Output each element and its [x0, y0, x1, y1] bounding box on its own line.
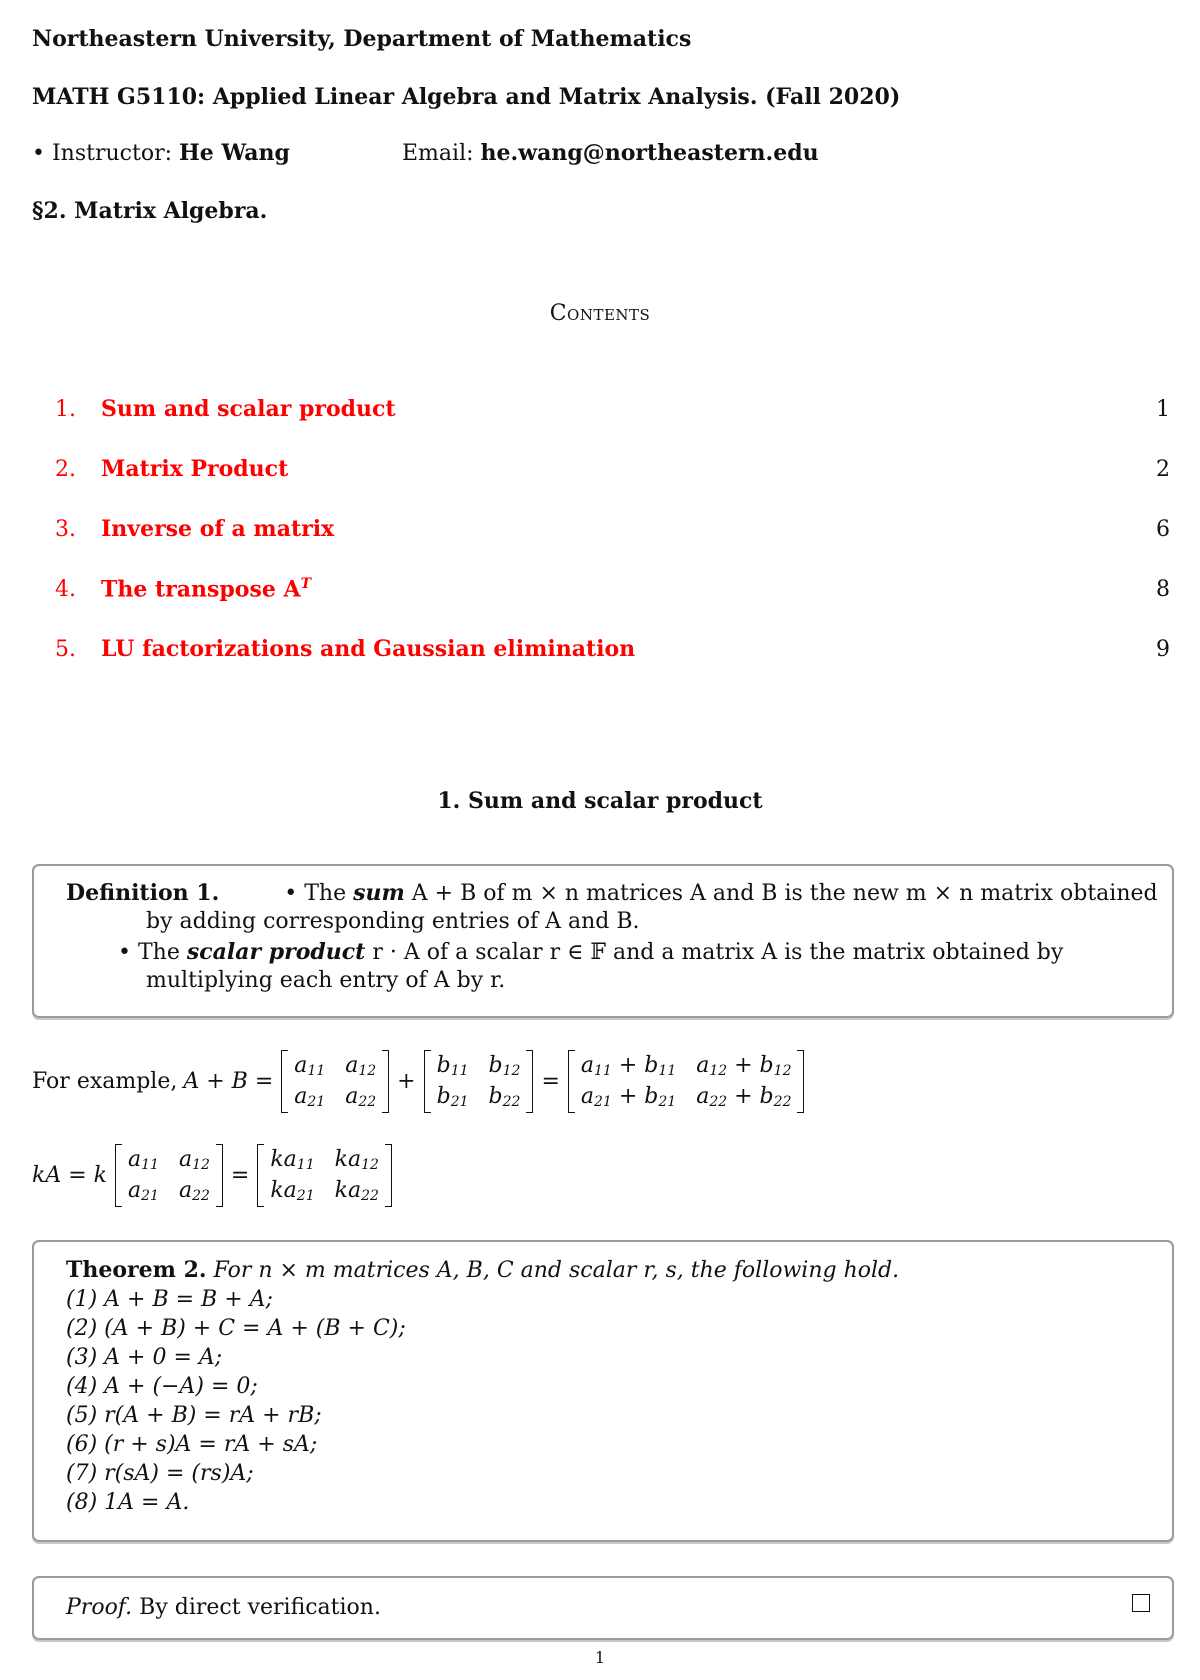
matrix-entry: $ka_{11}$ — [270, 1147, 315, 1173]
definition-text: multiplying each entry of A by r. — [146, 967, 506, 993]
matrix-entry: $a_{21} + b_{21}$ — [580, 1083, 677, 1110]
toc-page: 9 — [1156, 637, 1170, 662]
toc-item-5[interactable] — [55, 636, 1170, 666]
matrix-entry: $a_{22} + b_{22}$ — [696, 1083, 792, 1110]
matrix-entry: $ka_{21}$ — [270, 1177, 315, 1204]
theorem-statement: For n × m matrices A, B, C and scalar r, s, the following hold. — [213, 1258, 900, 1283]
equals-symbol: = — [541, 1068, 560, 1094]
equals-symbol: = — [230, 1162, 250, 1188]
definition-term: sum — [353, 880, 405, 906]
proof-label: Proof. — [66, 1595, 133, 1620]
instructor-label: Instructor: — [51, 141, 179, 166]
equation-lhs: A + B = — [183, 1068, 274, 1094]
section-1-heading: 1. Sum and scalar product — [437, 788, 763, 814]
theorem-item: (3) A + 0 = A; — [66, 1345, 223, 1370]
toc-number: 4. — [55, 577, 76, 602]
toc-title-superscript: T — [300, 576, 312, 592]
instructor-name: He Wang — [179, 140, 290, 166]
theorem-item: (2) (A + B) + C = A + (B + C); — [66, 1316, 406, 1341]
toc-page: 2 — [1156, 457, 1170, 482]
toc-number: 2. — [55, 457, 76, 482]
matrix-a — [115, 1144, 223, 1207]
theorem-item: (4) A + (−A) = 0; — [66, 1374, 258, 1399]
proof-text: By direct verification. — [132, 1595, 381, 1620]
proof-content — [66, 1594, 381, 1622]
theorem-item: (6) (r + s)A = rA + sA; — [66, 1432, 318, 1457]
toc-number: 5. — [55, 637, 76, 662]
matrix-entry: $ka_{12}$ — [334, 1147, 379, 1173]
equation-lhs: kA = k — [32, 1162, 107, 1188]
bullet-icon: • — [118, 940, 131, 965]
matrix-entry: $b_{11}$ — [436, 1053, 469, 1079]
matrix-entry: $a_{12} + b_{12}$ — [696, 1053, 792, 1079]
toc-title: Matrix Product — [101, 456, 289, 482]
definition-text: r · A of a scalar r ∈ 𝔽 and a matrix A is the matrix obtained by — [365, 940, 1064, 965]
matrix-entry: $b_{21}$ — [436, 1083, 469, 1110]
toc-title — [101, 576, 311, 604]
toc-item-3[interactable] — [55, 516, 1170, 546]
theorem-item: (7) r(sA) = (rs)A; — [66, 1461, 254, 1486]
definition-text: The — [304, 881, 354, 906]
page-number: 1 — [594, 1648, 606, 1667]
definition-term: scalar product — [186, 939, 366, 965]
matrix-entry: $a_{12}$ — [178, 1147, 210, 1173]
plus-symbol: + — [397, 1068, 416, 1094]
theorem-item: (1) A + B = B + A; — [66, 1287, 273, 1312]
toc-title-text: The transpose A — [101, 576, 301, 603]
toc-number: 3. — [55, 517, 76, 542]
matrix-entry: $a_{21}$ — [127, 1177, 159, 1204]
toc-page: 8 — [1156, 577, 1170, 602]
theorem-item: (8) 1A = A. — [66, 1490, 190, 1515]
toc-item-2[interactable] — [55, 456, 1170, 486]
email-address[interactable]: he.wang@northeastern.edu — [480, 140, 819, 166]
matrix-entry: $a_{22}$ — [178, 1177, 210, 1204]
definition-text: A + B of m × n matrices A and B is the new m × n matrix obtained — [404, 881, 1158, 906]
bullet-icon: • — [32, 141, 45, 166]
theorem-content — [66, 1256, 1142, 1517]
qed-square-icon — [1132, 1594, 1150, 1612]
theorem-label: Theorem 2. — [66, 1257, 207, 1283]
definition-label: Definition 1. — [66, 880, 220, 906]
definition-content — [66, 880, 1158, 994]
toc-heading: Contents — [549, 301, 651, 326]
definition-box — [32, 864, 1174, 1018]
matrix-entry: $b_{12}$ — [488, 1053, 521, 1079]
definition-text: by adding corresponding entries of A and B. — [146, 908, 640, 934]
toc-number: 1. — [55, 397, 76, 422]
matrix-entry: $a_{11} + b_{11}$ — [580, 1053, 677, 1079]
matrix-entry: $a_{22}$ — [345, 1083, 377, 1110]
matrix-a — [281, 1050, 389, 1113]
theorem-item: (5) r(A + B) = rA + rB; — [66, 1403, 322, 1428]
toc-title: Inverse of a matrix — [101, 516, 335, 542]
instructor-line — [32, 140, 290, 168]
email-line — [402, 140, 819, 168]
matrix-k — [257, 1144, 392, 1207]
institution-heading: Northeastern University, Department of Mathematics — [32, 26, 692, 52]
email-label: Email: — [402, 141, 481, 166]
toc-title: LU factorizations and Gaussian elimination — [101, 636, 636, 662]
example-sum-equation — [32, 1050, 804, 1113]
toc-page: 6 — [1156, 517, 1170, 542]
course-title: MATH G5110: Applied Linear Algebra and Matrix Analysis. (Fall 2020) — [32, 84, 901, 110]
definition-text: The — [137, 940, 187, 965]
toc-item-4[interactable] — [55, 576, 1170, 606]
section-title: §2. Matrix Algebra. — [32, 198, 268, 224]
matrix-sum — [568, 1050, 805, 1113]
proof-box — [32, 1576, 1174, 1640]
matrix-entry: $a_{12}$ — [345, 1053, 377, 1079]
matrix-entry: $a_{21}$ — [294, 1083, 326, 1110]
example-lead: For example, — [32, 1068, 178, 1094]
matrix-b — [424, 1050, 534, 1113]
toc-page: 1 — [1156, 397, 1170, 422]
matrix-entry: $ka_{22}$ — [334, 1177, 379, 1204]
bullet-icon: • — [284, 881, 298, 906]
matrix-entry: $b_{22}$ — [488, 1083, 521, 1110]
example-scalar-equation — [32, 1144, 392, 1207]
matrix-entry: $a_{11}$ — [127, 1147, 159, 1173]
toc-item-1[interactable] — [55, 396, 1170, 426]
toc-title: Sum and scalar product — [101, 396, 396, 422]
theorem-box — [32, 1240, 1174, 1542]
matrix-entry: $a_{11}$ — [294, 1053, 326, 1079]
